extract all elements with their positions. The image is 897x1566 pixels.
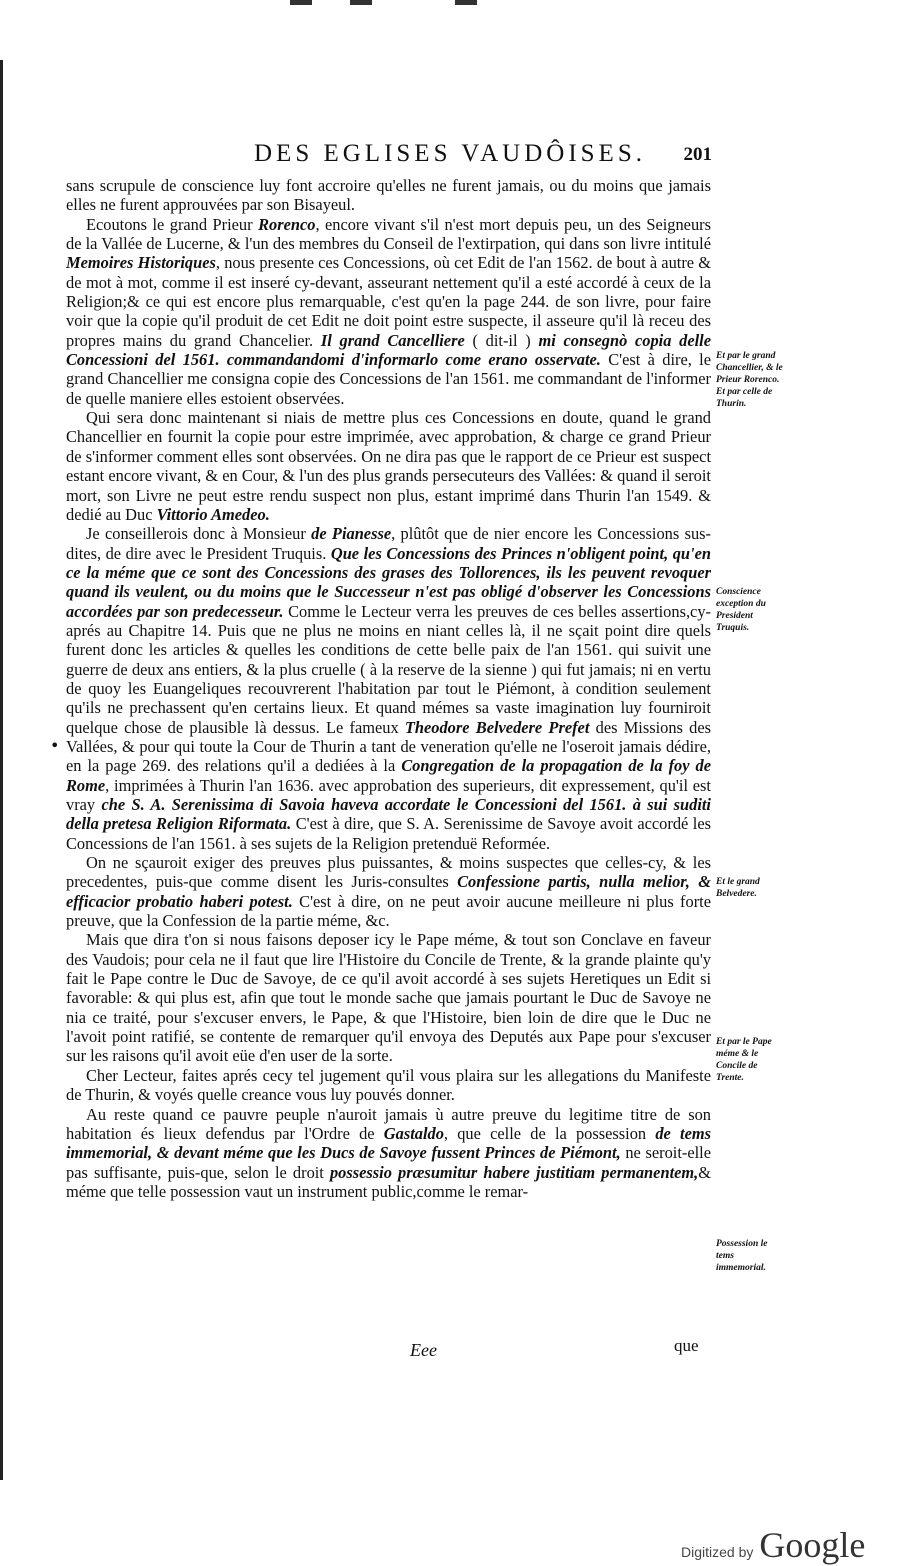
text-run: , encore vivant s'il n'est mort depuis peu, un des Seigneurs de la Vallée de Lucerne, & l'un des membres du Conseil de l'extirpation, qui dans son livre intitulé xyxy=(66,214,711,254)
watermark-prefix: Digitized by xyxy=(681,1544,754,1560)
paragraph xyxy=(66,853,711,930)
text-run: , que celle de la possession xyxy=(443,1123,656,1143)
italic-text: Confessione partis, nulla melior, & efficacior probatio haberi potest. xyxy=(66,872,711,911)
paragraph xyxy=(66,524,711,853)
margin-note: Possession le tems immemorial. xyxy=(716,1239,768,1273)
italic-text: Que les Concessions des Princes n'obligent point, qu'en ce la méme que ce sont des Concessions des grases des Tollorences, ils les peuvent revoquer quand ils veulent, ou du moins que le Successeur n'est pas obligé d'observer les Concessions accordées par son predecesseur. xyxy=(66,543,711,621)
text-run: Qui sera donc maintenant si niais de mettre plus ces Concessions en doute, quand le grand Chancellier en fournit la copie pour estre imprimée, avec approbation, & charge ce grand Prieur de s'informer comment elles sont observées. On ne dira pas que le rapport de ce Prieur est suspect estant encore vivant, & en Cour, & l'un des plus grands persecuteurs des Vallées: & quand il seroit mort, son Livre ne peut estre rendu suspect non plus, estant imprimé dans Thurin l'an 1549. & dedié au Duc xyxy=(66,408,711,524)
margin-note: Et par le grand Chancellier, & le Prieur Rorenco. Et par celle de Thurin. xyxy=(716,351,783,409)
margin-note: Conscience exception du President Truquis. xyxy=(716,587,766,633)
text-run: Comme le Lecteur verra les preuves de ces belles assertions,cy-aprés au Chapitre 14. Puis que ne plus ne moins en niant celles là, il ne sçait point dire quels furent donc les articles & quelles les conditions de cette belle paix de l'an 1561. qui suivit une guerre de deux ans entiers, & la plus cruelle ( à la reserve de la sienne ) qui fut jamais; ni en vertu de quoy les Euangeliques recouvrerent l'habitation par tout le Piémont, à condition seulement qu'ils ne prechassent qu'en certains lieux. Et quand mémes sa vaste imagination luy fourniroit quelque chose de plausible là dessus. Le fameux xyxy=(66,601,711,737)
italic-text: Vittorio Amedeo. xyxy=(156,504,270,524)
text-run: C'est à dire, que S. A. Serenissime de Savoye avoit accordé les Concessions de l'an 1561. à ses sujets de la Religion pretenduë Reformée. xyxy=(66,814,711,853)
text-run: sans scrupule de conscience luy font accroire qu'elles ne furent jamais, ou du moins que jamais elles ne furent approuvées par son Bisayeul. xyxy=(66,176,711,215)
margin-note: Et par le Pape méme & le Concile de Trente. xyxy=(716,1037,772,1083)
italic-text: de tems immemorial, & devant méme que les Ducs de Savoye fussent Princes de Piémont, xyxy=(66,1123,711,1163)
paragraph xyxy=(66,176,711,215)
italic-text: Gastaldo xyxy=(383,1123,444,1143)
italic-text: Il grand Cancelliere xyxy=(320,330,465,350)
italic-text: mi consegnò copia delle Concessioni del 1561. commandandomi d'informarlo come erano osservate. xyxy=(66,330,712,370)
text-run: Ecoutons le grand Prieur xyxy=(86,214,259,234)
paragraph xyxy=(66,930,711,1065)
text-run: On ne sçauroit exiger des preuves plus puissantes, & moins suspectes que celles-cy, & les precedentes, puis-que comme disent les Juris-consultes xyxy=(66,853,711,892)
page-edge-shadow xyxy=(0,60,3,1480)
paragraph xyxy=(66,1105,711,1202)
text-run: , plûtôt que de nier encore les Concessions sus-dites, de dire avec le President Truquis. xyxy=(66,524,711,563)
italic-text: de Pianesse xyxy=(311,524,392,544)
italic-text: Rorenco xyxy=(258,214,316,234)
text-run: C'est à dire, on ne peut avoir aucune meilleure ni plus forte preuve, que la Confession de la partie méme, &c. xyxy=(66,891,711,931)
text-run: Mais que dira t'on si nous faisons deposer icy le Pape méme, & tout son Conclave en faveur des Vaudois; pour cela ne il faut que lire l'Histoire du Concile de Trente, & la grande plainte qu'y fait le Pape contre le Duc de Savoye, de ce qu'il avoit accordé à ses sujets Heretiques un Edit si favorable: & qui plus est, afin que tout le monde sache que jamais pourtant le Duc de Savoye ne nia ce traité, pour s'excuser envers, le Pape, & que l'Histoire, bien loin de dire que le Duc ne l'avoit point ratifié, se contente de remarquer qu'il envoya des Deputés aux Pape pour s'excuser sur les raisons qu'il avoit eüe d'en user de la sorte. xyxy=(66,930,711,1066)
signature-mark: Eee xyxy=(410,1340,437,1360)
paragraph xyxy=(66,215,711,408)
text-run: des Missions des Vallées, & pour qui toute la Cour de Thurin a tant de veneration qu'elle ne l'oseroit jamais dédire, en la page 269. des relations qu'il a dediées à la xyxy=(66,717,711,776)
text-run: ( dit-il ) xyxy=(464,330,539,350)
paragraph xyxy=(66,1066,711,1105)
paragraph xyxy=(66,408,711,524)
digitized-watermark xyxy=(681,1524,865,1566)
text-run: Je conseillerois donc à Monsieur xyxy=(86,524,312,544)
page-number: 201 xyxy=(683,144,712,165)
italic-text: Memoires Historiques xyxy=(66,253,216,273)
text-run: & méme que telle possession vaut un instrument public,comme le remar- xyxy=(66,1162,711,1201)
italic-text: Congregation de la propagation de la foy de Rome xyxy=(66,756,711,795)
running-header: DES EGLISES VAUDÔISES. xyxy=(254,140,646,167)
margin-note: Et le grand Belvedere. xyxy=(716,877,760,899)
text-run: ne seroit-elle pas suffisante, puis-que, selon le droit xyxy=(66,1143,711,1182)
google-logo: Google xyxy=(759,1525,866,1565)
text-run: Cher Lecteur, faites aprés cecy tel jugement qu'il vous plaira sur les allegations du Manifeste de Thurin, & voyés quelle creance vous luy pouvés donner. xyxy=(66,1065,711,1105)
catchword: que xyxy=(674,1336,699,1355)
ink-mark: • xyxy=(50,736,60,755)
body-text xyxy=(66,176,711,1201)
text-run: , imprimées à Thurin l'an 1636. avec approbation des superieurs, dit expressement, qu'il est vray xyxy=(66,775,711,814)
text-run: , nous presente ces Concessions, où cet Edit de l'an 1562. de bout à autre & de mot à mot, comme il est inseré cy-devant, asseurant nettement qu'il a esté accordé à ceux de la Religion;& ce qui est encore plus remarquable, c'est qu'en la page 244. de son livre, pour faire voir que la copie qu'il produit de cet Edit ne doit point estre suspecte, il asseure qu'il là receu des propres mains du grand Chancelier. xyxy=(66,253,711,350)
italic-text: che S. A. Serenissima di Savoia haveva accordate le Concessioni del 1561. à sui suditi della pretesa Religion Riformata. xyxy=(66,795,711,834)
text-run: Au reste quand ce pauvre peuple n'auroit jamais ù autre preuve du legitime titre de son habitation és lieux defendus par l'Ordre de xyxy=(66,1104,711,1143)
italic-text: Theodore Belvedere Prefet xyxy=(404,717,590,737)
text-run: C'est à dire, le grand Chancellier me consigna copie des Concessions de l'an 1561. me commandant de l'informer de quelle maniere elles estoient observées. xyxy=(66,350,712,408)
italic-text: possessio præsumitur habere justitiam permanentem, xyxy=(329,1162,699,1182)
